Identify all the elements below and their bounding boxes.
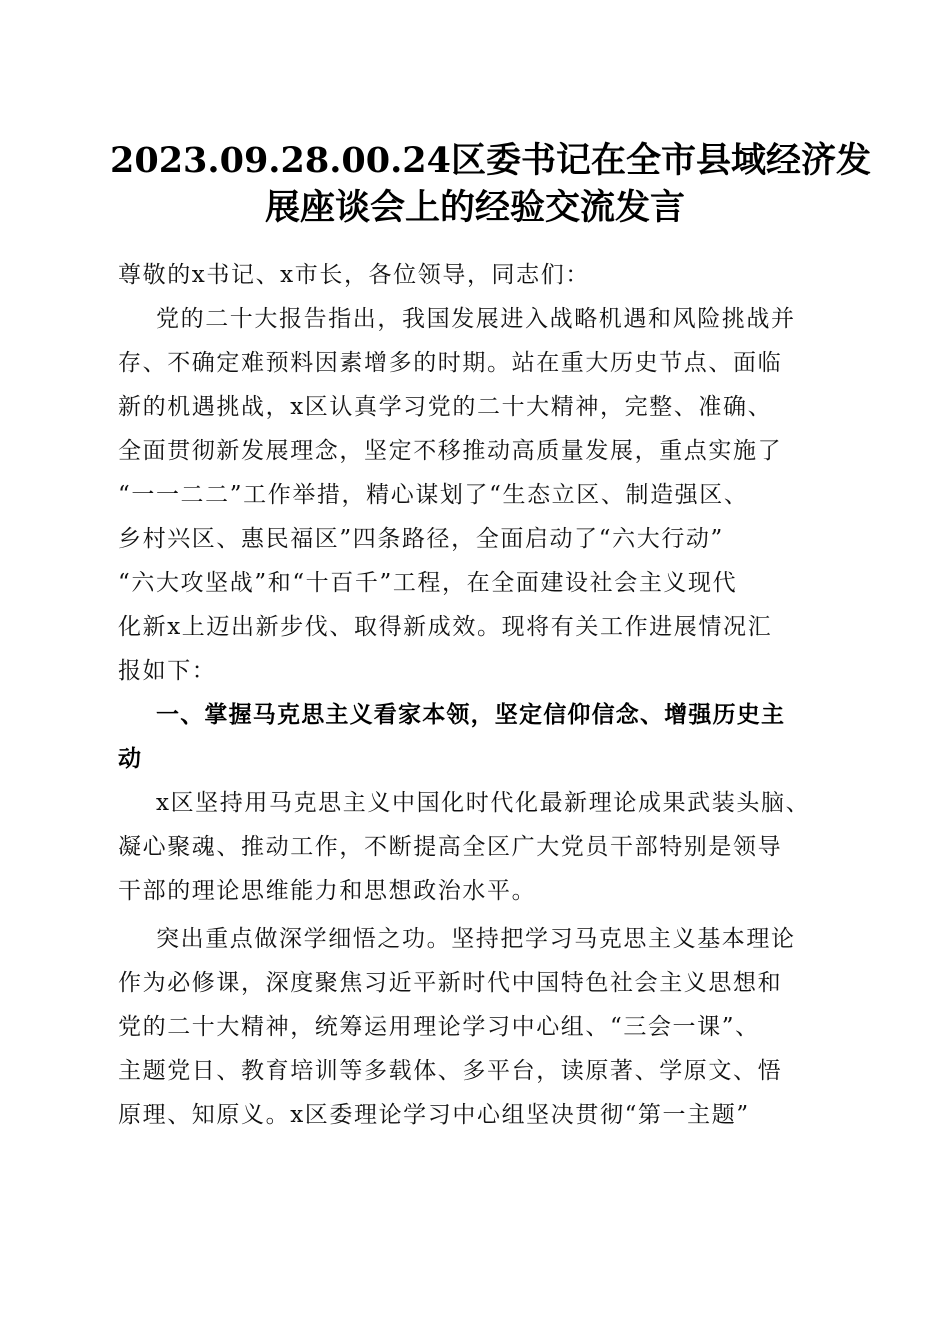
document-title	[110, 137, 871, 231]
text-line: 原理、知原义。x区委理论学习中心组坚决贯彻“第一主题”	[118, 1102, 750, 1128]
section-heading-1	[118, 693, 838, 781]
text-line: 新的机遇挑战，x区认真学习党的二十大精神，完整、准确、	[118, 394, 773, 420]
text-line: 党的二十大报告指出，我国发展进入战略机遇和风险挑战并	[156, 306, 796, 332]
text-line: 作为必修课，深度聚焦习近平新时代中国特色社会主义思想和	[118, 970, 783, 996]
text-line: x区坚持用马克思主义中国化时代化最新理论成果武装头脑、	[156, 790, 811, 816]
text-line: 突出重点做深学细悟之功。坚持把学习马克思主义基本理论	[156, 926, 796, 952]
paragraph-study	[118, 917, 838, 1137]
text-line: 化新x上迈出新步伐、取得新成效。现将有关工作进展情况汇	[118, 614, 773, 640]
document-body	[118, 253, 838, 1137]
text-line: 报如下：	[118, 658, 217, 684]
title-line: 展座谈会上的经验交流发言	[264, 187, 685, 228]
heading-line: 动	[118, 746, 143, 772]
text-line: 党的二十大精神，统筹运用理论学习中心组、“三会一课”、	[118, 1014, 760, 1040]
text-line: 存、不确定难预料因素增多的时期。站在重大历史节点、面临	[118, 350, 783, 376]
paragraph-intro	[118, 297, 838, 693]
text-line: 全面贯彻新发展理念，坚定不移推动高质量发展，重点实施了	[118, 438, 783, 464]
text-line: “六大攻坚战”和“十百千”工程，在全面建设社会主义现代	[118, 570, 738, 596]
paragraph-section-1	[118, 781, 838, 913]
text-line: “一一二二”工作举措，精心谋划了“生态立区、制造强区、	[118, 482, 749, 508]
heading-line: 一、掌握马克思主义看家本领，坚定信仰信念、增强历史主	[156, 702, 786, 728]
salutation: 尊敬的x书记、x市长，各位领导，同志们：	[118, 262, 590, 288]
text-line: 干部的理论思维能力和思想政治水平。	[118, 878, 537, 904]
text-line: 凝心聚魂、推动工作，不断提高全区广大党员干部特别是领导	[118, 834, 783, 860]
text-line: 乡村兴区、惠民福区”四条路径，全面启动了“六大行动”	[118, 526, 724, 552]
title-line: 2023.09.28.00.24区委书记在全市县域经济发	[110, 140, 871, 181]
text-line: 主题党日、教育培训等多载体、多平台，读原著、学原文、悟	[118, 1058, 783, 1084]
